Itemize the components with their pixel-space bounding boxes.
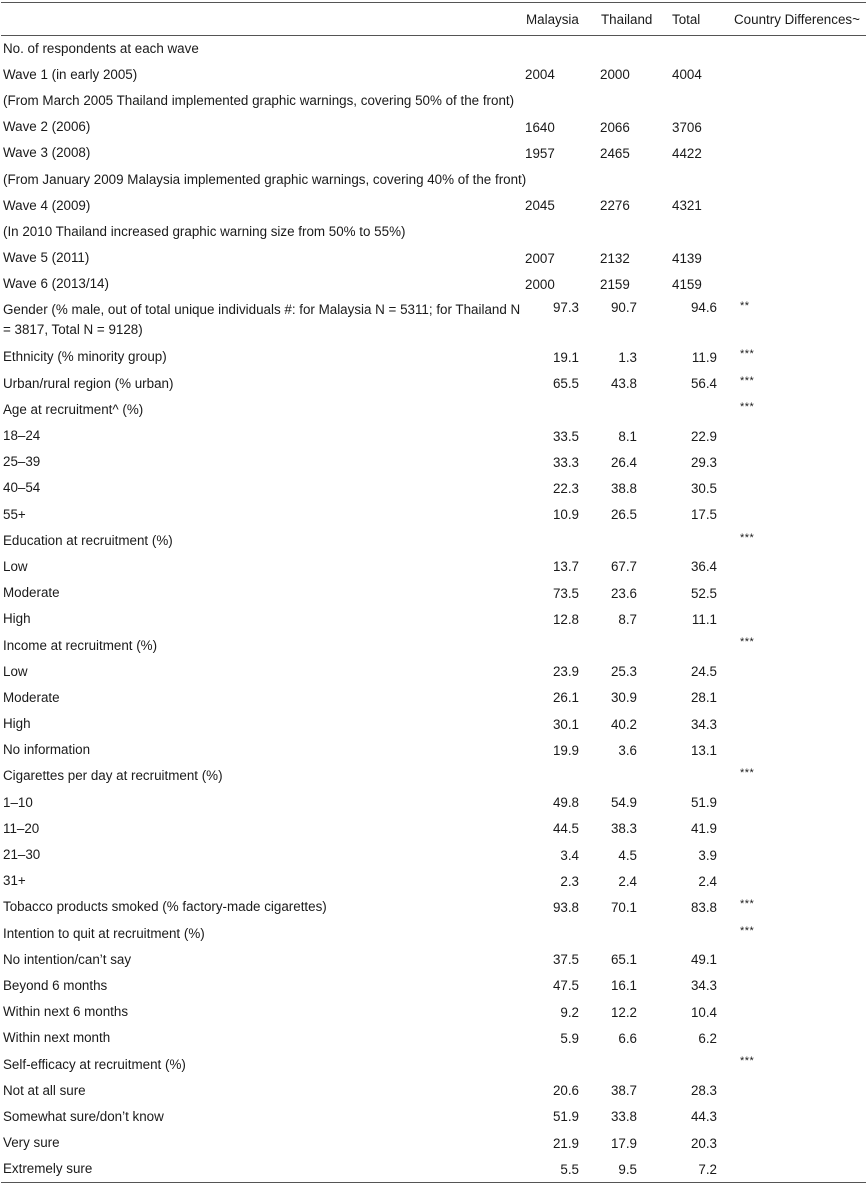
country-difference [732,1130,866,1156]
country-difference: *** [740,348,755,361]
malaysia-value: 22.3 [552,480,579,496]
table-row [1,763,866,789]
country-difference: *** [740,767,755,780]
thailand-value [596,921,666,947]
thailand-value: 30.9 [610,690,637,706]
note-cell: (From January 2009 Malaysia implemented graphic warnings, covering 40% of the front) [3,172,527,188]
table-row [1,219,866,245]
total-value: 30.5 [690,480,717,496]
total-value: 83.8 [690,899,717,915]
total-value: 36.4 [690,559,717,575]
row-label: Wave 4 (2009) [3,197,91,213]
total-value: 24.5 [690,664,717,680]
thailand-value: 12.2 [610,1004,637,1020]
total-value: 4004 [672,67,702,83]
table-row [1,1156,866,1182]
thailand-value: 8.7 [618,611,637,627]
malaysia-value: 12.8 [552,611,579,627]
country-difference [732,271,866,297]
thailand-value: 23.6 [610,585,637,601]
table-row [1,1025,866,1051]
table-row [1,711,866,737]
thailand-value: 2066 [600,119,630,135]
total-value: 28.3 [690,1083,717,1099]
thailand-value: 1.3 [618,349,637,365]
total-value: 4321 [672,198,702,214]
table-row [1,344,866,370]
thailand-value: 65.1 [610,952,637,968]
table-row [1,947,866,973]
total-value: 51.9 [690,795,717,811]
malaysia-value: 20.6 [552,1083,579,1099]
table-row [1,632,866,658]
country-difference [732,659,866,685]
total-value: 56.4 [690,376,717,392]
malaysia-value: 1957 [525,145,555,161]
country-difference [732,973,866,999]
total-value: 10.4 [690,1004,717,1020]
header-label [1,3,521,36]
table-row [1,193,866,219]
thailand-value [596,1051,666,1077]
thailand-value: 38.7 [610,1083,637,1099]
thailand-value: 33.8 [610,1109,637,1125]
thailand-value: 40.2 [610,716,637,732]
thailand-value: 2276 [600,198,630,214]
table-row [1,1130,866,1156]
total-value: 7.2 [666,1156,732,1182]
total-value [666,397,732,423]
country-difference [732,947,866,973]
country-difference [732,737,866,763]
malaysia-value: 49.8 [552,795,579,811]
row-label: 18–24 [3,428,41,444]
row-label: Tobacco products smoked (% factory-made cigarettes) [3,899,327,915]
country-difference [732,842,866,868]
total-value: 49.1 [690,952,717,968]
total-value: 4422 [672,145,702,161]
row-label: 55+ [3,506,26,522]
malaysia-value: 33.5 [552,428,579,444]
row-label: Within next month [3,1030,111,1046]
thailand-value [596,763,666,789]
malaysia-value: 2004 [525,67,555,83]
table-row [1,790,866,816]
malaysia-value: 19.1 [552,349,579,365]
header-country-differences: Country Differences~ [732,3,866,36]
thailand-value: 26.4 [610,454,637,470]
country-difference [732,1104,866,1130]
malaysia-value: 2000 [525,276,555,292]
header-malaysia: Malaysia [521,3,596,36]
country-difference [732,114,866,140]
table-row [1,1078,866,1104]
total-value: 22.9 [690,428,717,444]
row-label: No information [3,742,91,758]
table-row [1,245,866,271]
thailand-value: 26.5 [610,507,637,523]
table-row [1,580,866,606]
row-label: Education at recruitment (%) [3,532,173,548]
row-label: 31+ [3,873,26,889]
malaysia-value: 26.1 [552,690,579,706]
row-label: Wave 5 (2011) [3,250,90,266]
table-row [1,297,866,344]
malaysia-value: 3.4 [560,847,579,863]
total-value [666,632,732,658]
table-row [1,606,866,632]
row-label: 1–10 [3,794,33,810]
malaysia-value: 65.5 [552,376,579,392]
table-row [1,88,866,114]
total-value: 29.3 [690,454,717,470]
country-difference [732,685,866,711]
row-label: Age at recruitment^ (%) [3,401,144,417]
malaysia-value: 37.5 [552,952,579,968]
total-value: 11.9 [691,349,717,365]
thailand-value: 16.1 [610,978,637,994]
total-value: 34.3 [690,716,717,732]
thailand-value: 2000 [600,67,630,83]
header-row [1,3,866,36]
total-value: 34.3 [690,978,717,994]
country-difference: *** [740,531,755,544]
malaysia-value: 10.9 [552,507,579,523]
thailand-value: 2132 [600,250,630,266]
malaysia-value: 93.8 [552,899,579,915]
malaysia-value: 1640 [525,119,555,135]
row-label: Very sure [3,1135,60,1151]
thailand-value: 38.3 [610,821,637,837]
row-label: Urban/rural region (% urban) [3,375,174,391]
table-row [1,973,866,999]
row-label: Somewhat sure/don’t know [3,1108,164,1124]
country-difference [732,245,866,271]
row-label: 21–30 [3,847,41,863]
malaysia-value: 13.7 [552,559,579,575]
table-row [1,502,866,528]
total-value: 20.3 [690,1135,717,1151]
row-label: High [3,716,31,732]
thailand-value: 17.9 [610,1135,637,1151]
country-difference [732,711,866,737]
table-row [1,737,866,763]
table-row [1,554,866,580]
total-value: 52.5 [690,585,717,601]
malaysia-value: 21.9 [552,1135,579,1151]
thailand-value: 38.8 [610,480,637,496]
total-value: 4139 [672,250,702,266]
respondent-characteristics-table [1,2,866,1183]
malaysia-value: 5.9 [560,1030,579,1046]
thailand-value: 67.7 [610,559,637,575]
malaysia-value: 19.9 [552,742,579,758]
country-difference [732,1025,866,1051]
row-label: Beyond 6 months [3,977,108,993]
malaysia-value: 2.3 [560,873,579,889]
thailand-value: 90.7 [610,300,637,316]
row-label: Income at recruitment (%) [3,637,158,653]
thailand-value: 54.9 [610,795,637,811]
row-label: Cigarettes per day at recruitment (%) [3,768,223,784]
malaysia-value: 73.5 [552,585,579,601]
malaysia-value: 44.5 [552,821,579,837]
thailand-value: 4.5 [618,847,637,863]
row-label: Intention to quit at recruitment (%) [3,925,205,941]
table-row [1,528,866,554]
thailand-value: 43.8 [610,376,637,392]
thailand-value [596,397,666,423]
country-difference [732,449,866,475]
row-label: Wave 3 (2008) [3,145,91,161]
table-row [1,371,866,397]
total-value: 41.9 [690,821,717,837]
header-thailand: Thailand [596,3,666,36]
row-label: Moderate [3,585,60,601]
country-difference: *** [740,924,755,937]
table-row [1,999,866,1025]
country-difference: *** [740,1055,755,1068]
country-difference: *** [740,898,755,911]
total-value [666,1051,732,1077]
total-value: 11.1 [691,611,717,627]
thailand-value: 25.3 [610,664,637,680]
malaysia-value: 2007 [525,250,555,266]
malaysia-value: 97.3 [552,300,579,316]
thailand-value [596,528,666,554]
row-label: Wave 6 (2013/14) [3,276,109,292]
total-value: 44.3 [690,1109,717,1125]
row-label: 25–39 [3,454,41,470]
table-row [1,397,866,423]
malaysia-value: 33.3 [552,454,579,470]
country-difference [732,62,866,88]
row-label: No intention/can’t say [3,951,132,967]
row-label: High [3,611,31,627]
row-label: Low [3,558,28,574]
total-value [666,528,732,554]
table-body [1,36,866,1183]
total-value: 28.1 [690,690,717,706]
row-label: Wave 1 (in early 2005) [3,66,138,82]
table-row [1,62,866,88]
country-difference [732,1156,866,1182]
table-row [1,842,866,868]
thailand-value: 9.5 [596,1156,666,1182]
row-label: Self-efficacy at recruitment (%) [3,1056,186,1072]
total-value [666,921,732,947]
country-difference [732,999,866,1025]
row-label: Within next 6 months [3,1004,129,1020]
table-row [1,659,866,685]
thailand-value: 2.4 [618,873,637,889]
country-difference [732,790,866,816]
table-row [1,1051,866,1077]
country-difference [732,423,866,449]
malaysia-value [521,763,596,789]
malaysia-value: 47.5 [552,978,579,994]
row-label: Moderate [3,689,60,705]
row-label: Extremely sure [1,1156,521,1182]
header-total: Total [666,3,732,36]
table-row [1,271,866,297]
thailand-value: 6.6 [618,1030,637,1046]
table-row [1,449,866,475]
row-label: Gender (% male, out of total unique individuals #: for Malaysia N = 5311; for Thailand N = 3817, Total N = 9128) [3,302,521,338]
thailand-value: 3.6 [618,742,637,758]
malaysia-value: 23.9 [552,664,579,680]
total-value: 17.5 [690,507,717,523]
total-value: 3706 [672,119,702,135]
country-difference [732,554,866,580]
row-label: Ethnicity (% minority group) [3,349,167,365]
total-value: 4159 [672,276,702,292]
table-row [1,140,866,166]
malaysia-value [521,397,596,423]
thailand-value: 2159 [600,276,630,292]
thailand-value: 8.1 [618,428,637,444]
country-difference [732,868,866,894]
malaysia-value: 30.1 [552,716,579,732]
thailand-value: 70.1 [610,899,637,915]
note-cell: (In 2010 Thailand increased graphic warning size from 50% to 55%) [3,224,406,240]
country-difference [732,606,866,632]
table-row [1,475,866,501]
malaysia-value: 9.2 [560,1004,579,1020]
table-row [1,1104,866,1130]
note-cell: (From March 2005 Thailand implemented graphic warnings, covering 50% of the front) [3,93,515,109]
table-row [1,921,866,947]
row-label: 40–54 [3,480,41,496]
malaysia-value [521,1051,596,1077]
country-difference [732,193,866,219]
country-difference [732,502,866,528]
total-value: 2.4 [698,873,717,889]
malaysia-value: 51.9 [552,1109,579,1125]
total-value: 94.6 [690,300,717,316]
country-difference [732,816,866,842]
total-value: 6.2 [698,1030,717,1046]
country-difference [732,475,866,501]
row-label: Wave 2 (2006) [3,119,91,135]
country-difference: ** [740,300,750,313]
table-row [1,685,866,711]
table-row [1,114,866,140]
malaysia-value: 5.5 [521,1156,596,1182]
table-row [1,816,866,842]
note-cell: No. of respondents at each wave [3,41,199,57]
country-difference [732,140,866,166]
country-difference: *** [740,400,755,413]
total-value: 3.9 [698,847,717,863]
table-row [1,868,866,894]
malaysia-value [521,921,596,947]
country-difference: *** [740,374,755,387]
row-label: Not at all sure [3,1082,86,1098]
total-value [666,763,732,789]
malaysia-value: 2045 [525,198,555,214]
table-row [1,36,866,62]
row-label: Low [3,663,28,679]
row-label: 11–20 [3,820,40,836]
total-value: 13.1 [690,742,717,758]
table-row [1,166,866,192]
country-difference: *** [740,636,755,649]
malaysia-value [521,632,596,658]
country-difference [732,580,866,606]
thailand-value: 2465 [600,145,630,161]
malaysia-value [521,528,596,554]
table-row [1,894,866,920]
thailand-value [596,632,666,658]
country-difference [732,1078,866,1104]
table-row [1,423,866,449]
